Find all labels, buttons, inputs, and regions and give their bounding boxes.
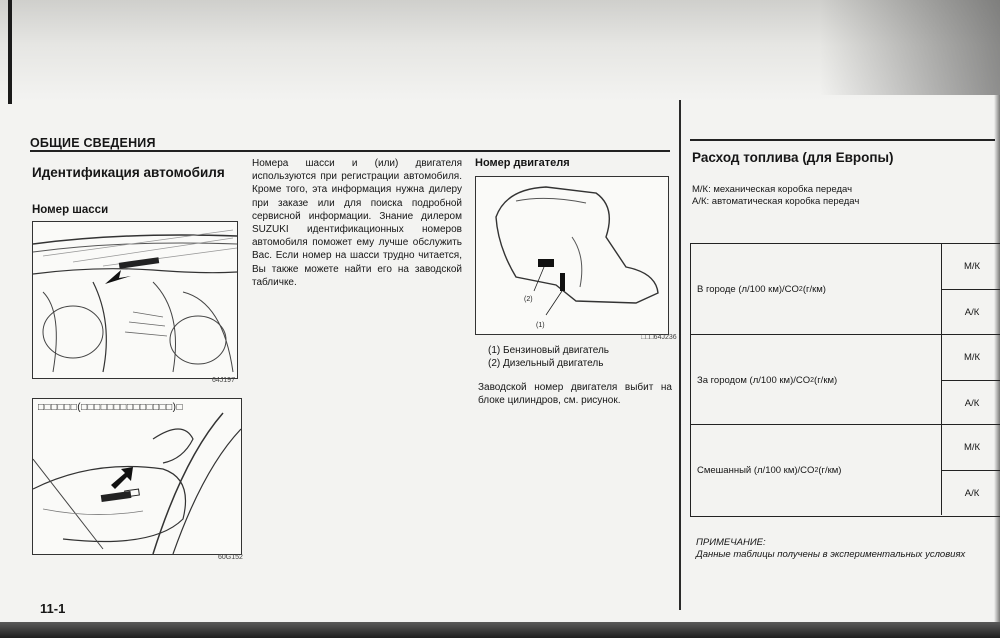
engine-label-1: (1) [536, 322, 545, 329]
chassis-number-heading: Номер шасси [32, 204, 109, 216]
transmission-column [941, 244, 1000, 334]
figure3-code: □□□64J236 [641, 334, 677, 341]
scan-binding-edge [8, 0, 12, 104]
transmission-column [941, 425, 1000, 515]
row-label-combined: Смешанный (л/100 км)/CO 2 (г/км) [697, 464, 842, 476]
figure1-code: 64J197 [212, 377, 235, 384]
figure2-code: 60G152 [218, 554, 243, 561]
table-row [691, 244, 1000, 334]
legend-item: (1) Бензиновый двигатель [488, 345, 610, 356]
section-rule-right [690, 139, 995, 141]
engine-number-heading: Номер двигателя [475, 157, 570, 169]
table-row [691, 334, 1000, 425]
page-gutter [679, 100, 681, 610]
engine-block-illustration [476, 177, 668, 334]
cell-mk: М/К [963, 442, 981, 453]
engine-label-2: (2) [524, 296, 533, 303]
abbreviation-mk: М/К: механическая коробка передач [692, 184, 853, 195]
abbreviation-ak: А/К: автоматическая коробка передач [692, 196, 860, 207]
cell-ak: А/К [942, 380, 1000, 426]
transmission-column [941, 335, 1000, 425]
floor-illustration [33, 399, 241, 554]
fuel-consumption-table [690, 243, 1000, 517]
vehicle-id-heading: Идентификация автомобиля [32, 165, 225, 180]
fuel-consumption-heading: Расход топлива (для Европы) [692, 150, 894, 165]
row-label-city: В городе (л/100 км)/CO 2 (г/км) [697, 283, 826, 295]
scan-shadow-bottom [0, 622, 1000, 638]
cell-mk: М/К [963, 261, 981, 272]
legend-item: (2) Дизельный двигатель [488, 358, 604, 369]
scan-shadow-corner [820, 0, 1000, 95]
cell-ak: А/К [942, 289, 1000, 335]
engine-figure [475, 176, 669, 335]
windshield-illustration [33, 222, 237, 378]
engine-number-note: Заводской номер двигателя выбит на блоке цилиндров, см. рисунок. [478, 382, 672, 406]
note-text: Данные таблицы получены в экспериментальных условиях [696, 549, 966, 560]
table-row [691, 424, 1000, 515]
section-title: ОБЩИЕ СВЕДЕНИЯ [30, 136, 156, 150]
note-label: ПРИМЕЧАНИЕ: [696, 537, 766, 548]
cell-mk: М/К [963, 352, 981, 363]
section-rule [30, 150, 670, 152]
engine-legend [488, 344, 609, 370]
transmission-abbreviations [692, 184, 859, 208]
page-number: 11-1 [40, 601, 66, 616]
figure2-plate-text: □□□□□□(□□□□□□□□□□□□□□)□ [38, 402, 184, 413]
identification-body-text: Номера шасси и (или) двигателя используются при регистрации автомобиля. Кроме того, эта информация нужна дилеру при заказе или для поиска подробной сервисной информации. Знание дилером SUZUKI идентификационных номеров автомобиля поможет ему лучше обслужить Вас. Если номер на шасси трудно читается, Вы также можете найти его на заводской табличке. [252, 158, 462, 288]
cell-ak: А/К [942, 470, 1000, 516]
chassis-figure-windshield [32, 221, 238, 379]
row-label-highway: За городом (л/100 км)/CO 2 (г/км) [697, 374, 838, 386]
chassis-figure-floor [32, 398, 242, 555]
